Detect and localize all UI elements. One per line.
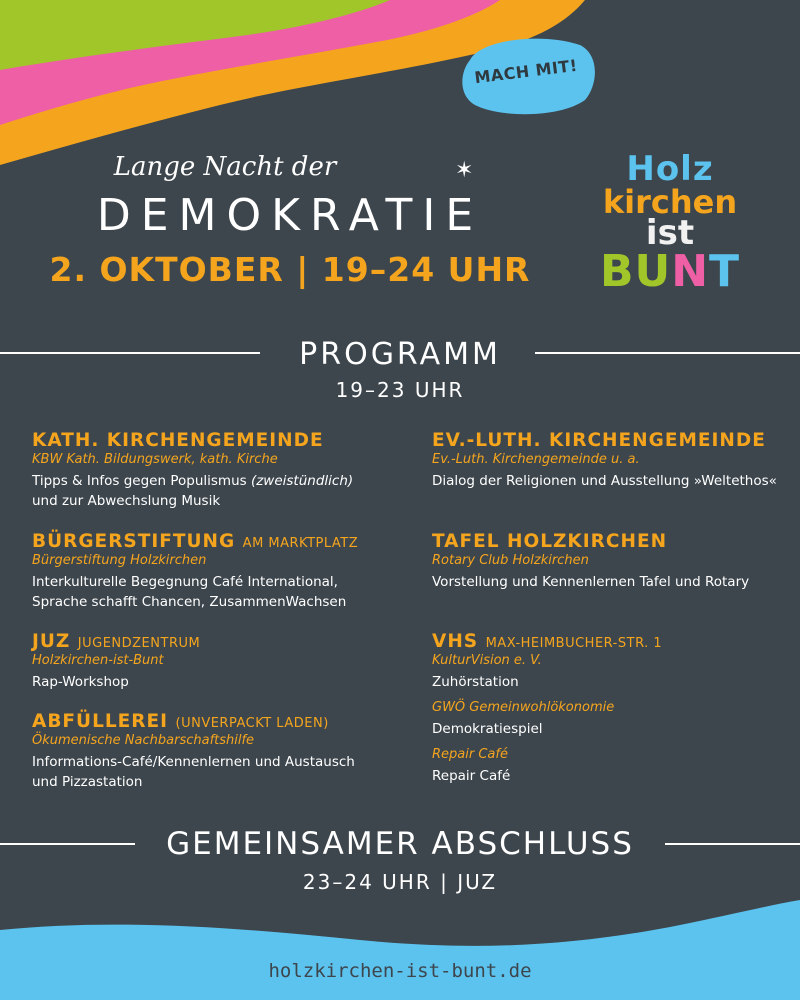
- entry-organizer: Rotary Club Holzkirchen: [432, 553, 589, 568]
- logo-line-holz: Holz: [626, 149, 714, 189]
- entry-description: Interkulturelle Begegnung Café International, Sprache schafft Chancen, ZusammenWachsen: [32, 574, 347, 610]
- entry-title: EV.-LUTH. KIRCHENGEMEINDE: [432, 430, 766, 451]
- divider-right-closing: [665, 843, 800, 845]
- closing-heading: GEMEINSAMER ABSCHLUSS: [166, 826, 634, 862]
- program-entry-kath: [32, 430, 353, 511]
- closing-time: 23–24 UHR | JUZ: [302, 870, 498, 894]
- event-subtitle: Lange Nacht der: [113, 152, 337, 182]
- entry-title: VHS MAX-HEIMBUCHER-STR. 1: [432, 631, 663, 652]
- logo-line-ist: ist: [645, 213, 695, 253]
- divider-left-closing: [0, 843, 135, 845]
- program-entry-tafel: [432, 531, 749, 592]
- logo-line-kirchen: kirchen: [602, 183, 738, 221]
- program-entry-buergerstiftung: [32, 531, 358, 612]
- entry-organizer: Ev.-Luth. Kirchengemeinde u. a.: [432, 452, 640, 467]
- entry-description: Vorstellung und Kennenlernen Tafel und Rotary: [432, 574, 750, 590]
- program-entry-juz: [32, 631, 200, 692]
- entry-organizer: Holzkirchen-ist-Bunt: [32, 653, 164, 668]
- entry-description: Repair Café: [432, 768, 511, 784]
- sparkle-icon: ✶: [455, 158, 474, 183]
- entry-organizer: Repair Café: [432, 747, 508, 762]
- entry-organizer: GWÖ Gemeinwohlökonomie: [432, 700, 615, 715]
- entry-organizer: KBW Kath. Bildungswerk, kath. Kirche: [32, 452, 278, 467]
- holzkirchen-ist-bunt-logo: [580, 149, 760, 297]
- entry-description: Zuhörstation: [432, 674, 519, 690]
- event-title: DEMOKRATIE: [96, 190, 484, 241]
- wave-blue-bottom: [0, 900, 800, 1000]
- website-url: holzkirchen-ist-bunt.de: [268, 960, 532, 982]
- entry-description: Demokratiespiel: [432, 721, 543, 737]
- entry-title: TAFEL HOLZKIRCHEN: [432, 531, 668, 552]
- entry-title: BÜRGERSTIFTUNG AM MARKTPLATZ: [32, 531, 359, 552]
- entry-description: Informations-Café/Kennenlernen und Austausch und Pizzastation: [32, 754, 355, 790]
- entry-description: Rap-Workshop: [32, 674, 129, 690]
- program-entry-ev-luth: [432, 430, 777, 491]
- entry-description: Dialog der Religionen und Ausstellung »Weltethos«: [432, 473, 777, 489]
- divider-left: [0, 352, 260, 354]
- entry-organizer: Ökumenische Nachbarschaftshilfe: [32, 733, 255, 748]
- program-entry-vhs: [432, 631, 662, 786]
- entry-title: KATH. KIRCHENGEMEINDE: [32, 430, 324, 451]
- mach-mit-badge: MACH MIT!: [473, 55, 579, 88]
- entry-title: ABFÜLLEREI (UNVERPACKT LADEN): [32, 711, 329, 732]
- program-entry-abfuellerei: [32, 711, 355, 792]
- event-date: 2. OKTOBER | 19–24 UHR: [49, 250, 531, 289]
- entry-organizer: KulturVision e. V.: [432, 653, 542, 668]
- divider-right: [535, 352, 800, 354]
- logo-line-bunt: BUNT: [599, 246, 741, 297]
- entry-title: JUZ JUGENDZENTRUM: [32, 631, 201, 652]
- program-time: 19–23 UHR: [335, 378, 465, 402]
- entry-organizer: Bürgerstiftung Holzkirchen: [32, 553, 207, 568]
- entry-description: Tipps & Infos gegen Populismus (zweistündlich) und zur Abwechslung Musik: [32, 473, 354, 509]
- program-heading: PROGRAMM: [299, 337, 501, 372]
